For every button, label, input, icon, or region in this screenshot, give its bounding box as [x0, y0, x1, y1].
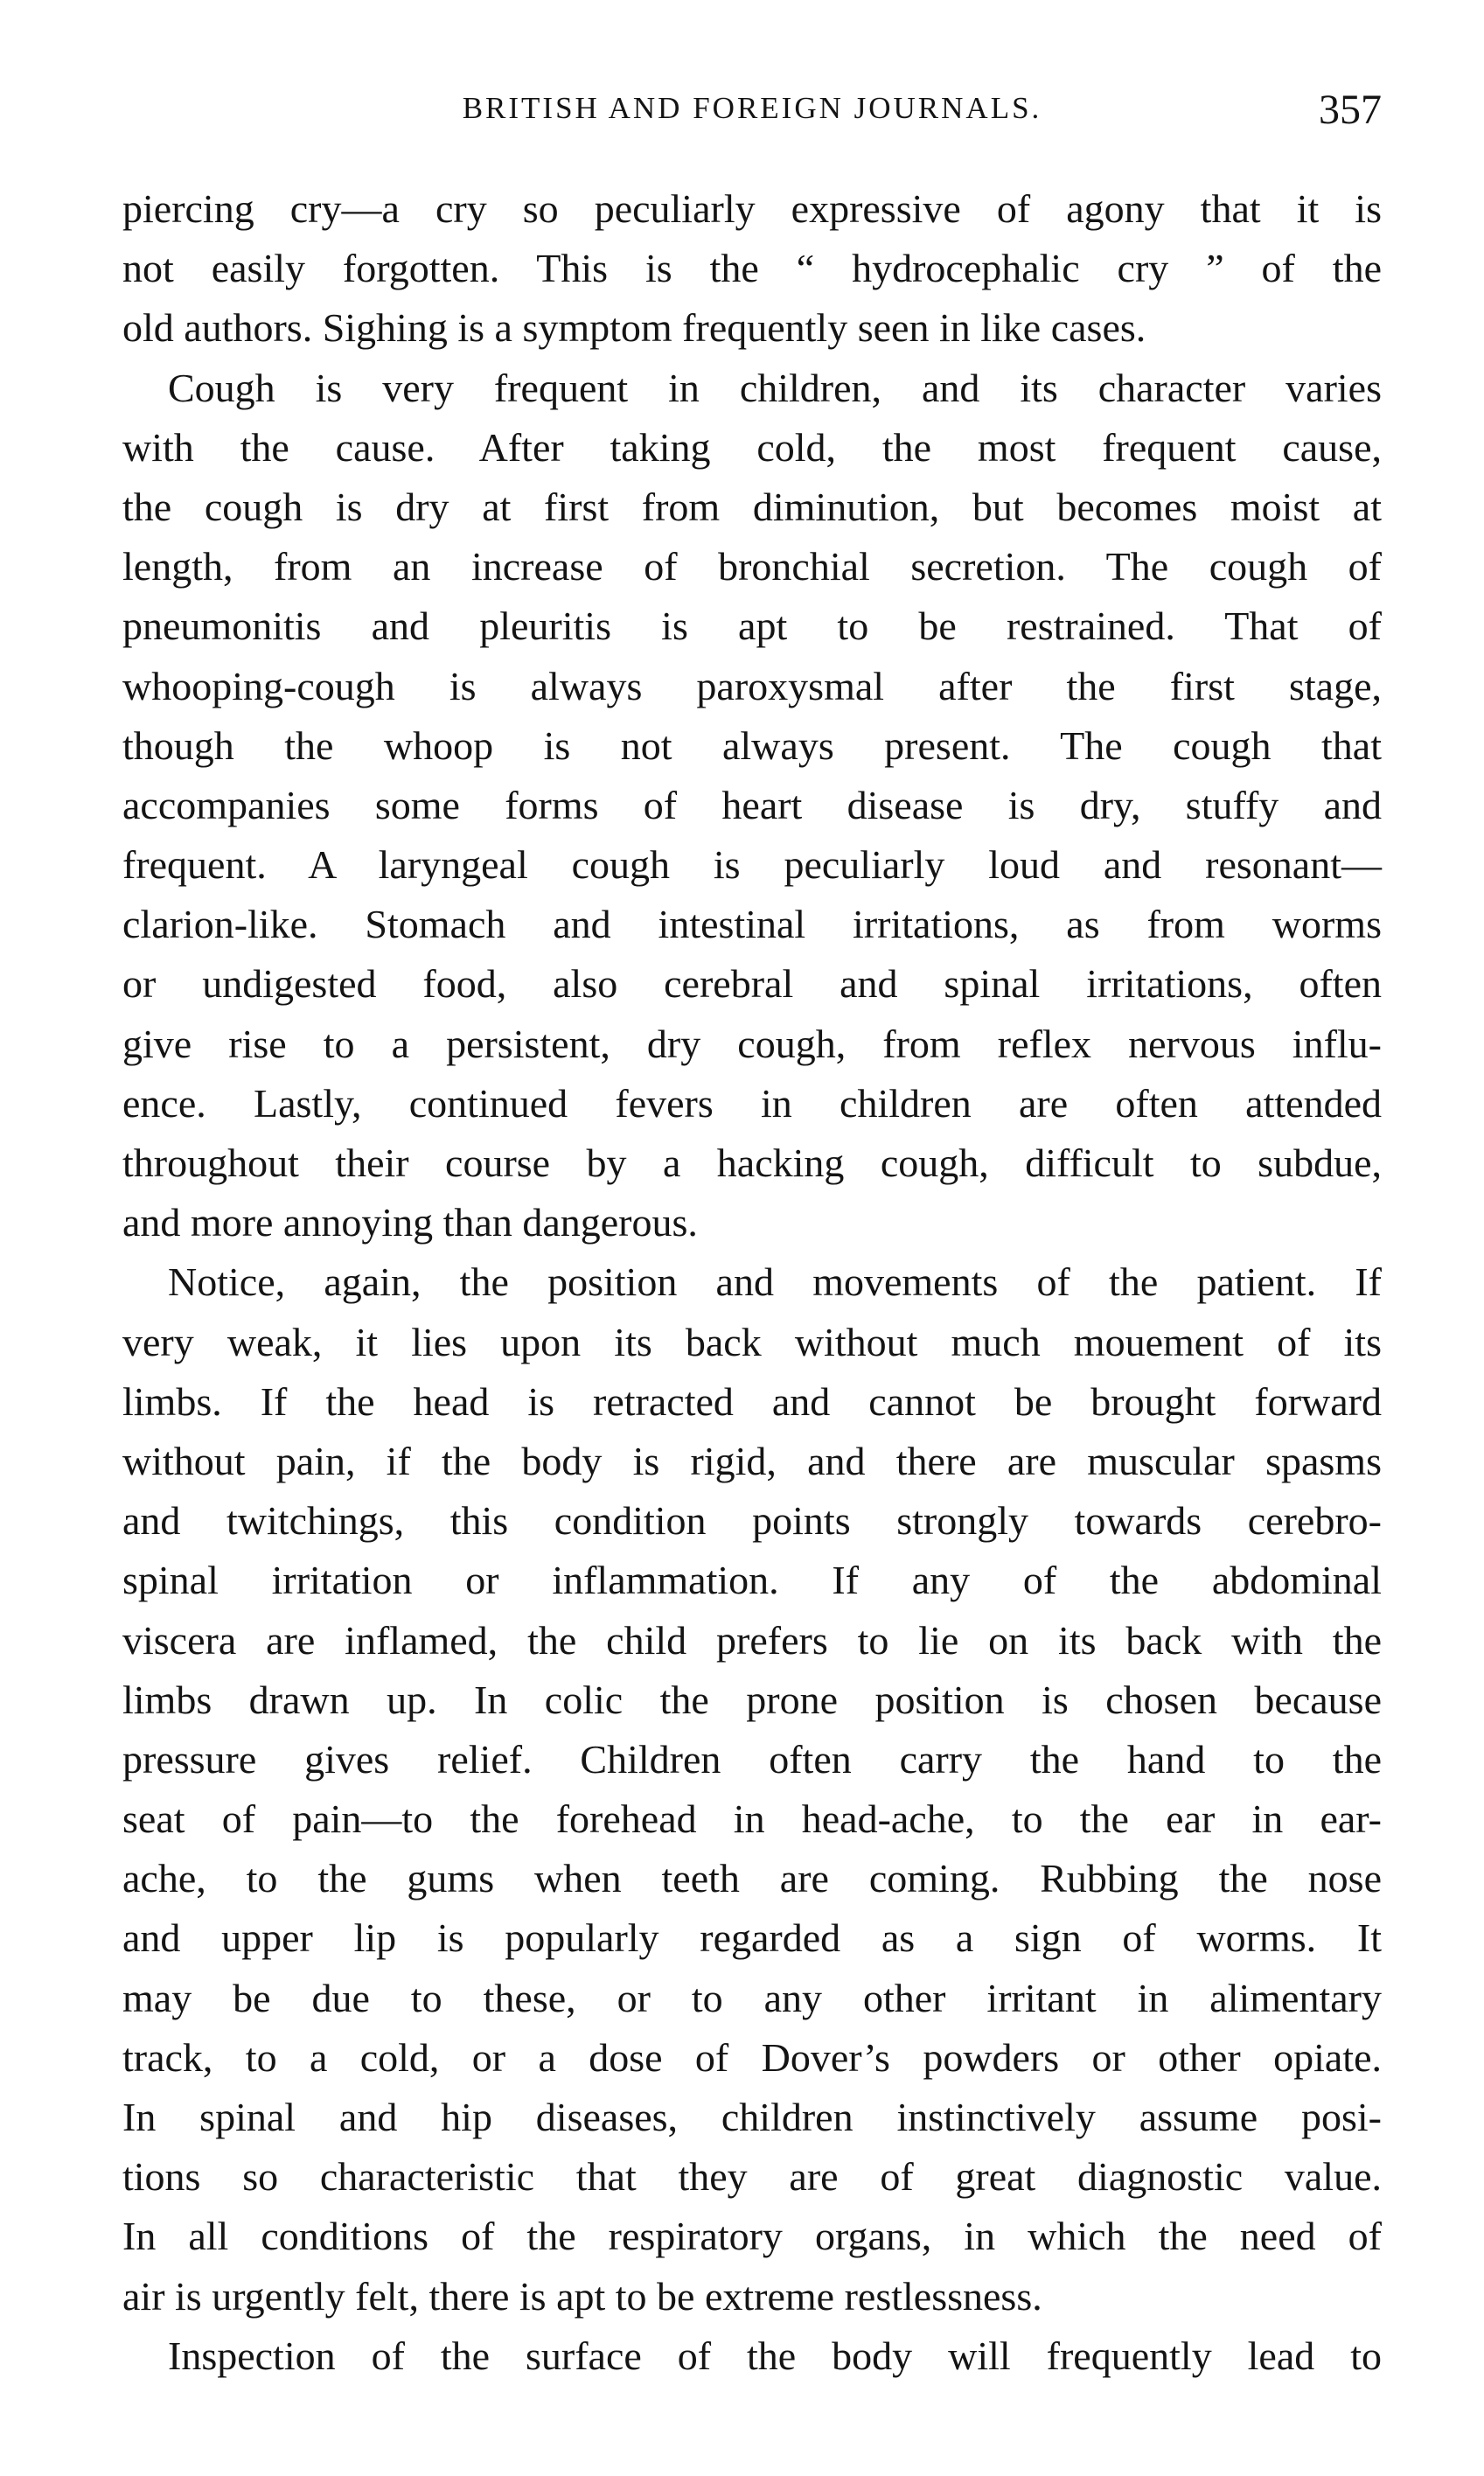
text-line: without pain, if the body is rigid, and there are muscular spasms: [122, 1438, 1382, 1483]
text-line: air is urgently felt, there is apt to be extreme restlessness.: [122, 2273, 1042, 2319]
running-title: BRITISH AND FOREIGN JOURNALS.: [462, 91, 1042, 125]
page-number: 357: [1319, 87, 1382, 133]
text-line: throughout their course by a hacking cough, difficult to subdue,: [122, 1140, 1382, 1185]
text-line: ence. Lastly, continued fevers in children are often attended: [122, 1080, 1382, 1126]
text-line: and more annoying than dangerous.: [122, 1200, 698, 1245]
text-line: limbs drawn up. In colic the prone position is chosen because: [122, 1677, 1382, 1722]
text-line: very weak, it lies upon its back without much mouement of its: [122, 1319, 1382, 1364]
text-line: length, from an increase of bronchial secretion. The cough of: [122, 544, 1382, 589]
text-line: viscera are inflamed, the child prefers to lie on its back with the: [122, 1617, 1382, 1663]
text-line: limbs. If the head is retracted and cannot be brought forward: [122, 1378, 1382, 1424]
text-line: In all conditions of the respiratory organs, in which the need of: [122, 2214, 1382, 2259]
text-line: not easily forgotten. This is the “ hydrocephalic cry ” of the: [122, 246, 1382, 291]
text-line: give rise to a persistent, dry cough, from reflex nervous influ-: [122, 1021, 1382, 1066]
text-line: spinal irritation or inflammation. If any of the abdominal: [122, 1558, 1382, 1603]
text-line: and upper lip is popularly regarded as a sign of worms. It: [122, 1915, 1382, 1961]
text-line: track, to a cold, or a dose of Dover’s powders or other opiate.: [122, 2034, 1382, 2080]
text-line: whooping-cough is always paroxysmal after the first stage,: [122, 663, 1382, 708]
text-line: pneumonitis and pleuritis is apt to be restrained. That of: [122, 603, 1382, 649]
text-line: Cough is very frequent in children, and its character varies: [168, 365, 1382, 410]
text-line: In spinal and hip diseases, children instinctively assume posi-: [122, 2095, 1382, 2139]
text-line: accompanies some forms of heart disease is dry, stuffy and: [122, 782, 1382, 827]
body-text: [122, 179, 1382, 2386]
text-line: tions so characteristic that they are of great diagnostic value.: [122, 2154, 1382, 2200]
text-line: or undigested food, also cerebral and spinal irritations, often: [122, 961, 1382, 1007]
text-line: old authors. Sighing is a symptom frequently seen in like cases.: [122, 305, 1146, 351]
text-line: frequent. A laryngeal cough is peculiarly loud and resonant—: [122, 842, 1382, 888]
text-line: clarion-like. Stomach and intestinal irritations, as from worms: [122, 902, 1382, 947]
text-line: Inspection of the surface of the body will frequently lead to: [168, 2333, 1382, 2378]
text-line: though the whoop is not always present. The cough that: [122, 722, 1382, 768]
text-line: Notice, again, the position and movements of the patient. If: [168, 1259, 1382, 1305]
text-line: pressure gives relief. Children often carry the hand to the: [122, 1736, 1382, 1782]
text-line: the cough is dry at first from diminution, but becomes moist at: [122, 484, 1382, 529]
text-line: ache, to the gums when teeth are coming. Rubbing the nose: [122, 1856, 1382, 1901]
text-line: may be due to these, or to any other irritant in alimentary: [122, 1975, 1382, 2020]
text-line: and twitchings, this condition points strongly towards cerebro-: [122, 1498, 1382, 1544]
text-line: with the cause. After taking cold, the most frequent cause,: [122, 424, 1382, 470]
running-head: [122, 86, 1382, 147]
text-line: piercing cry—a cry so peculiarly expressive of agony that it is: [122, 186, 1382, 231]
text-line: seat of pain—to the forehead in head-ache, to the ear in ear-: [122, 1796, 1382, 1842]
